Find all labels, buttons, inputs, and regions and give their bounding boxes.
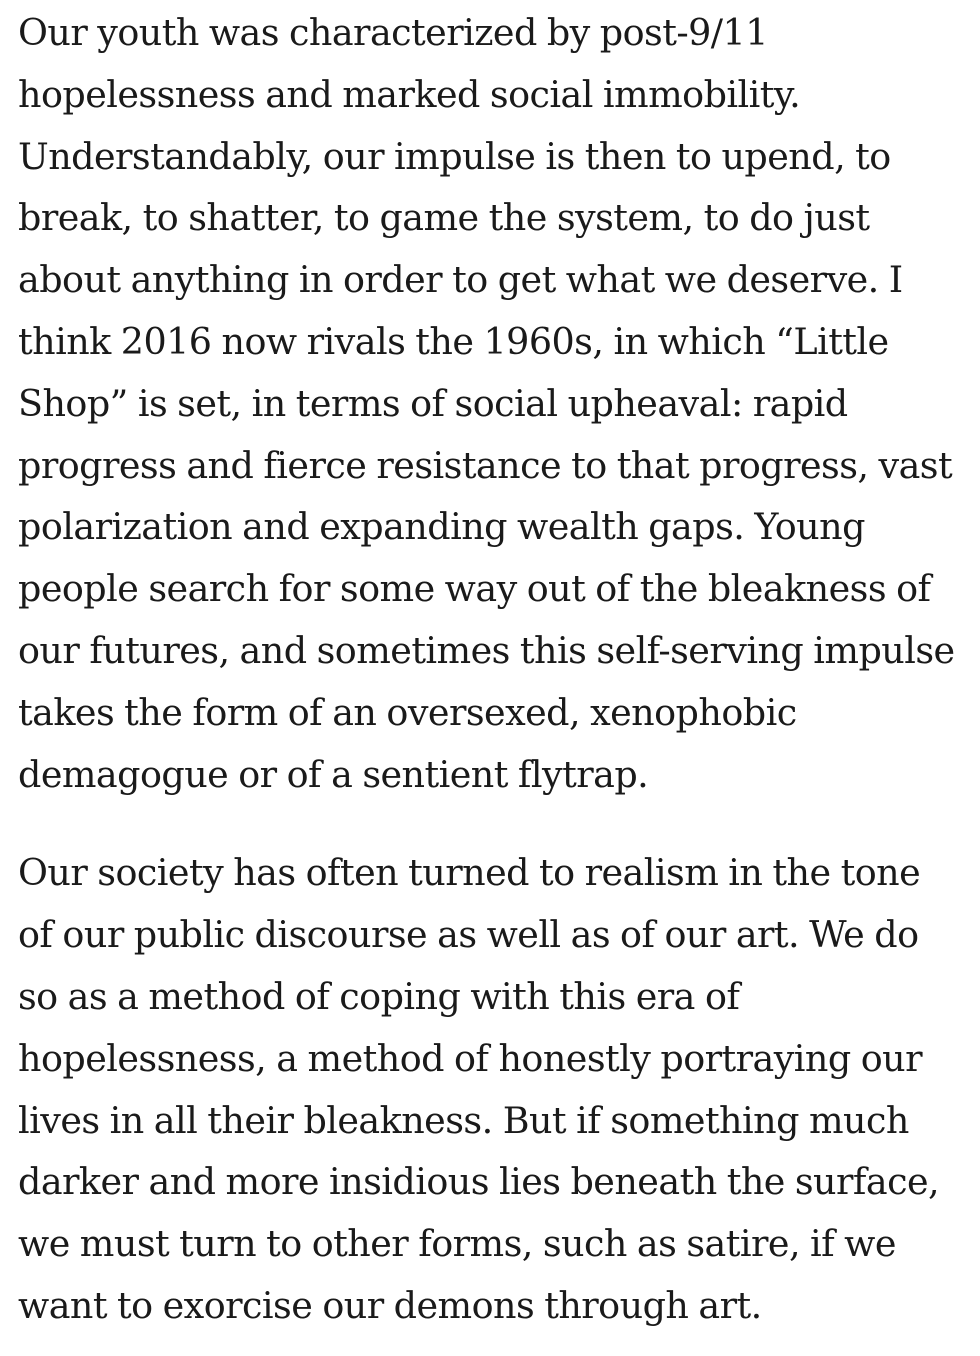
text-line: Shop” is set, in terms of social upheaval: rapid	[18, 381, 848, 425]
text-line: people search for some way out of the bleakness of	[18, 567, 931, 611]
text-line: hopelessness and marked social immobility.	[18, 72, 801, 116]
paragraph-1	[18, 2, 978, 805]
text-line: think 2016 now rivals the 1960s, in which “Little	[18, 319, 889, 363]
text-line: break, to shatter, to game the system, to do just	[18, 196, 870, 240]
text-line: polarization and expanding wealth gaps. Young	[18, 505, 865, 549]
text-line: Our society has often turned to realism in the tone	[18, 851, 921, 895]
text-line: hopelessness, a method of honestly portraying our	[18, 1036, 923, 1080]
text-line: takes the form of an oversexed, xenophobic	[18, 690, 797, 734]
text-line: Our youth was characterized by post-9/11	[18, 11, 768, 54]
text-line: Understandably, our impulse is then to upend, to	[18, 134, 891, 178]
text-line: we must turn to other forms, such as satire, if we	[18, 1222, 896, 1266]
paragraph-2	[18, 842, 978, 1336]
text-line: lives in all their bleakness. But if something much	[18, 1098, 909, 1142]
text-line: our futures, and sometimes this self-serving impulse	[18, 628, 955, 672]
text-line: of our public discourse as well as of our art. We do	[18, 913, 919, 957]
text-line: darker and more insidious lies beneath the surface,	[18, 1160, 940, 1204]
text-line: progress and fierce resistance to that progress, vast	[18, 443, 953, 487]
text-line: about anything in order to get what we deserve. I	[18, 258, 903, 302]
article-body	[18, 2, 978, 1337]
text-line: demagogue or of a sentient flytrap.	[18, 752, 649, 796]
text-line: so as a method of coping with this era of	[18, 974, 740, 1018]
text-line: want to exorcise our demons through art.	[18, 1283, 762, 1327]
